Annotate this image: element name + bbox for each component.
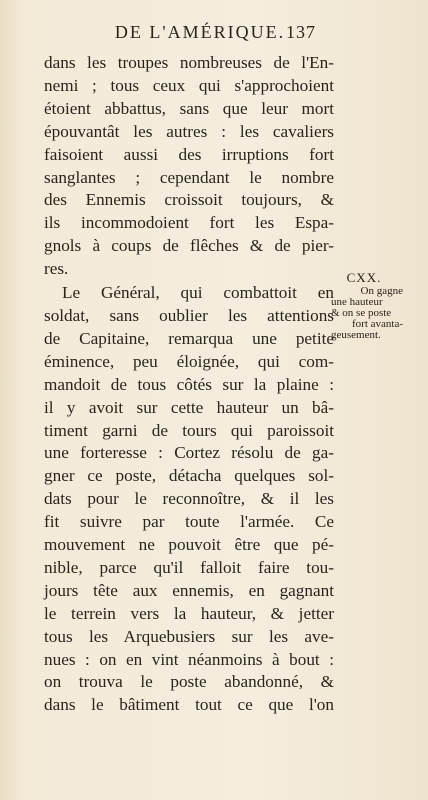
- text-line: éminence, peu éloignée, qui com-: [44, 351, 334, 371]
- text-line: étoient abbattus, sans que leur mort: [44, 98, 334, 118]
- marginal-note-line: fort avanta-: [352, 318, 403, 330]
- text-line: faisoient aussi des irruptions fort: [44, 144, 334, 164]
- text-line: le terrein vers la hauteur, & jetter: [44, 603, 334, 623]
- text-line: Le Général, qui combattoit en: [62, 283, 334, 303]
- text-line: sanglantes ; cependant le nombre: [44, 167, 334, 187]
- text-line: épouvantât les autres : les cavaliers: [44, 121, 334, 141]
- marginal-note-line: geusement.: [331, 329, 381, 341]
- marginal-note-number: CXX.: [346, 270, 382, 285]
- text-line: de Capitaine, remarqua une petite: [44, 328, 334, 348]
- text-line: gner ce poste, détacha quelques sol-: [44, 466, 334, 486]
- body-text: [44, 52, 334, 717]
- marginal-note: [331, 270, 421, 341]
- text-line: nues : on en vint néanmoins à bout :: [44, 649, 334, 669]
- text-line: on trouva le poste abandonné, &: [44, 672, 334, 692]
- text-line: fit suivre par toute l'armée. Ce: [44, 512, 334, 532]
- text-line: des Ennemis croissoit toujours, &: [44, 190, 334, 210]
- page-number: 137: [286, 22, 316, 42]
- marginal-note-line: & on se poste: [331, 307, 392, 319]
- text-line: res.: [44, 259, 69, 279]
- text-line: ils incommodoient fort les Espa-: [44, 213, 334, 233]
- text-line: nemi ; tous ceux qui s'approchoient: [44, 75, 334, 95]
- text-line: dats pour le reconnoître, & il les: [44, 489, 334, 509]
- marginal-note-line: une hauteur: [331, 296, 383, 308]
- text-line: gnols à coups de flêches & de pier-: [44, 236, 334, 256]
- text-line: mandoit de tous côtés sur la plaine :: [44, 374, 334, 394]
- text-line: il y avoit sur cette hauteur un bâ-: [44, 397, 334, 417]
- text-line: dans le bâtiment tout ce que l'on: [44, 695, 334, 715]
- text-line: timent garni de tours qui paroissoit: [44, 420, 334, 440]
- text-line: nible, parce qu'il falloit faire tou-: [44, 557, 334, 577]
- running-title: DE L'AMÉRIQUE.: [114, 22, 286, 42]
- marginal-note-line: On gagne: [360, 285, 403, 297]
- text-line: jours tête aux ennemis, en gagnant: [44, 580, 334, 600]
- text-line: soldat, sans oublier les attentions: [44, 305, 334, 325]
- text-line: mouvement ne pouvoit être que pé-: [44, 535, 334, 555]
- text-line: dans les troupes nombreuses de l'En-: [44, 53, 334, 72]
- text-line: tous les Arquebusiers sur les ave-: [44, 626, 334, 646]
- text-line: une forteresse : Cortez résolu de ga-: [44, 443, 334, 463]
